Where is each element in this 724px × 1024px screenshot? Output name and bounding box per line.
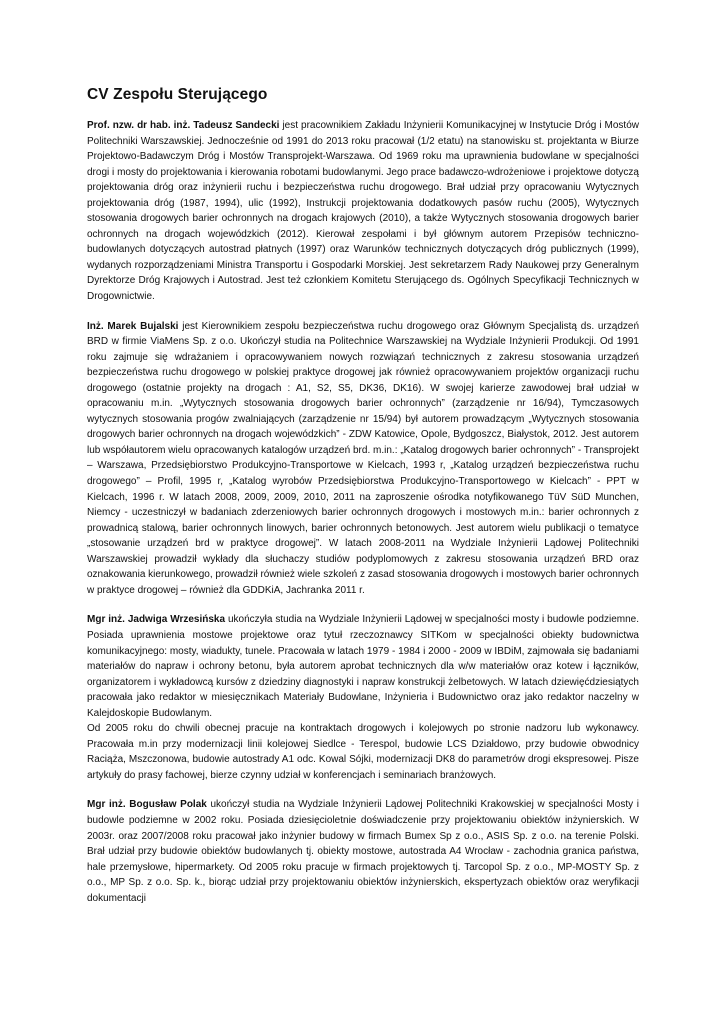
bio-text: ukończyła studia na Wydziale Inżynierii Lądowej w specjalności mosty i budowle podziemne. Posiada uprawnienia mostowe projektowe oraz tytuł rzeczoznawcy SITKom w specjalności obiekty budownictwa komunikacyjnego: mosty, wiadukty, tunele. Pracowała w latach 1979 - 1984 i 2000 - 2009 w IBDiM, zajmowała się badaniami materiałów do napraw i ochrony betonu, była autorem aprobat technicznych dla w/w materiałów oraz kotew i łączników, organizatorem i wykładowcą kursów z dziedziny diagnostyki i napraw konstrukcji żelbetowych. W latach dziewięćdziesiątych pracowała jako redaktor w miesięcznikach Materiały Budowlane, Inżynieria i Budownictwo oraz jako redaktor naczelny w Kalejdoskopie Budowlanym. (87, 614, 639, 719)
document-page (87, 86, 639, 906)
bio-name: Mgr inż. Jadwiga Wrzesińska (87, 614, 226, 626)
bio-wrzesinska-continuation: Od 2005 roku do chwili obecnej pracuje na kontraktach drogowych i kolejowych po stronie nadzoru lub wykonawcy. Pracowała m.in przy modernizacji linii kolejowej Siedlce - Terespol, budowie LCS Działdowo, przy budowie obwodnicy Raciąża, Mszczonowa, budowie autostrady A1 odc. Kowal Sójki, modernizacji DK8 do parametrów drogi ekspresowej. Pisze artykuły do prasy fachowej, bierze czynny udział w konferencjach i seminariach branżowych. (87, 723, 639, 781)
bio-wrzesinska (87, 612, 639, 721)
bio-text: jest Kierownikiem zespołu bezpieczeństwa ruchu drogowego oraz Głównym Specjalistą ds. urządzeń BRD w firmie ViaMens Sp. z o.o. Ukończył studia na Politechnice Warszawskiej na Wydziale Inżynierii Produkcji. Od 1991 roku zajmuje się wdrażaniem i opracowywaniem nowych rozwiązań technicznych z zakresu stosowania urządzeń bezpieczeństwa ruchu drogowego w polskiej praktyce drogowej jak również opracowywaniem projektów organizacji ruchu drogowego (ostatnie projekty na drogach : A1, S2, S5, DK36, DK16). W swojej karierze zawodowej brał udział w opracowaniu m.in. „Wytycznych stosowania drogowych barier ochronnych” (zarządzenie nr 16/94), Tymczasowych wytycznych stosowania progów zwalniających (zarządzenie nr 15/94) był autorem prowadzącym „Wytycznych stosowania drogowych barier ochronnych na drogach wojewódzkich” - ZDW Katowice, Opole, Bydgoszcz, Białystok, 2012. Jest autorem lub współautorem wielu opracowanych katalogów urządzeń brd. m.in.: „Katalog drogowych barier ochronnych” - Transprojekt – Warszawa, Przedsiębiorstwo Produkcyjno-Transportowe w Kielcach, 1993 r, „Katalog urządzeń bezpieczeństwa ruchu drogowego” – Profil, 1995 r, „Katalog wyrobów Przedsiębiorstwa Produkcyjno-Transportowego w Kielcach” - PPT w Kielcach, 1996 r. W latach 2008, 2009, 2009, 2010, 2011 na zaproszenie ośrodka notyfikowanego TüV SüD Munchen, Niemcy - uczestniczył w badaniach zderzeniowych barier ochronnych drogowych i mostowych m.in.: barier ochronnych z prowadnicą stalową, barier ochronnych linowych, barier ochronnych betonowych. Jest autorem wielu publikacji o tematyce „stosowanie urządzeń brd w praktyce drogowej”. W latach 2008-2011 na Wydziale Inżynierii Lądowej Politechniki Warszawskiej prowadził wykłady dla słuchaczy studiów podyplomowych z zakresu stosowania urządzeń BRD oraz oznakowania kierunkowego, prowadził również wiele szkoleń z zasad stosowania drogowych i mostowych barier ochronnych w praktyce drogowej – również dla GDDKiA, Jachranka 2011 r. (87, 320, 640, 596)
bio-name: Prof. nzw. dr hab. inż. Tadeusz Sandecki (87, 120, 280, 131)
bio-text: ukończył studia na Wydziale Inżynierii Lądowej Politechniki Krakowskiej w specjalności Mosty i budowle podziemne w 2002 roku. Posiada dziesięcioletnie doświadczenie przy projektowaniu obiektów inżynierskich. W 2003r. oraz 2007/2008 roku pracował jako inżynier budowy w firmach Bumex Sp z o.o., ASIS Sp. z o.o. na terenie Polski. Brał udział przy budowie obiektów budowlanych tj. obiekty mostowe, autostrada A4 Wrocław - zachodnia granica państwa, hale przemysłowe, hipermarkety. Od 2005 roku pracuje w firmach projektowych tj. Tarcopol Sp. z o.o., MP-MOSTY Sp. z o.o., MP Sp. z o.o. Sp. k., biorąc udział przy projektowaniu obiektów inżynierskich, ekspertyzach obiektów oraz weryfikacji dokumentacji (87, 799, 639, 904)
bio-bujalski (87, 319, 639, 599)
bio-sandecki (87, 118, 639, 305)
bio-polak (87, 797, 639, 906)
bio-name: Mgr inż. Bogusław Polak (87, 799, 207, 811)
bio-name: Inż. Marek Bujalski (87, 320, 179, 332)
bio-text: jest pracownikiem Zakładu Inżynierii Komunikacyjnej w Instytucie Dróg i Mostów Politechniki Warszawskiej. Jednocześnie od 1991 do 2013 roku pracował (1/2 etatu) na stanowisku st. projektanta w Biurze Projektowo-Badawczym Dróg i Mostów Transprojekt-Warszawa. Od 1969 roku ma uprawnienia budowlane w specjalności drogi i mosty do projektowania i kierowania robotami budowlanymi. Jego prace badawczo-wdrożeniowe i projektowe dotyczą projektowania dróg oraz inżynierii ruchu i bezpieczeństwa ruchu drogowego. Brał udział przy opracowaniu Wytycznych projektowania dróg (1987, 1994), ulic (1992), Instrukcji projektowania dodatkowych pasów ruchu (2005), Wytycznych stosowania drogowych barier ochronnych na drogach krajowych (2010), a także Wytycznych stosowania drogowych barier ochronnych na drogach wojewódzkich (2012). Kierował zespołami i był głównym autorem Przepisów techniczno-budowlanych dotyczących autostrad płatnych (1997) oraz Warunków technicznych dotyczących dróg publicznych (1999), wydanych rozporządzeniami Ministra Transportu i Gospodarki Morskiej. Jest sekretarzem Rady Naukowej przy Generalnym Dyrektorze Dróg Krajowych i Autostrad. Jest też członkiem Komitetu Sterującego ds. Ogólnych Specyfikacji Technicznych w Drogownictwie. (87, 120, 639, 303)
page-title: CV Zespołu Sterującego (87, 86, 268, 103)
